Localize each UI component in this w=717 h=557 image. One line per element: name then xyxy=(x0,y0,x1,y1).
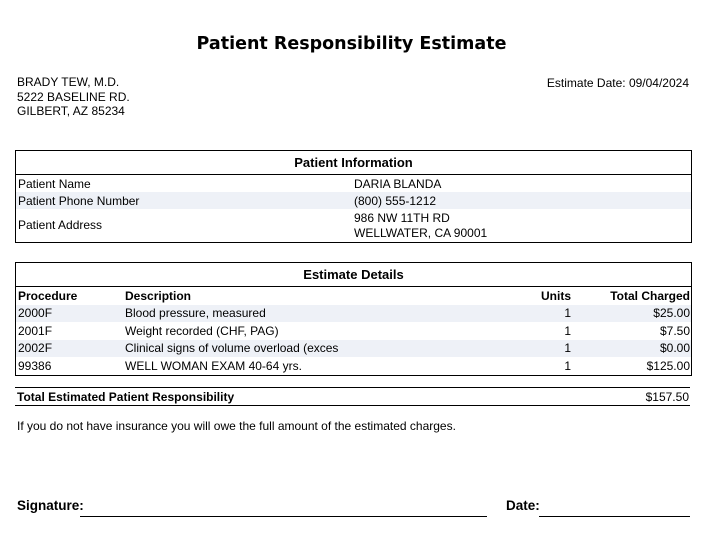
patient-name-label: Patient Name xyxy=(18,176,91,191)
patient-address-line2: WELLWATER, CA 90001 xyxy=(354,225,488,240)
patient-address-line1: 986 NW 11TH RD xyxy=(354,210,450,225)
procedure-units: 1 xyxy=(564,341,571,356)
patient-address-label: Patient Address xyxy=(18,218,103,232)
insurance-note: If you do not have insurance you will owe the full amount of the estimated charges. xyxy=(17,419,456,433)
table-row xyxy=(16,322,691,340)
table-row xyxy=(16,357,691,375)
table-row xyxy=(16,340,691,358)
patient-information-section xyxy=(15,150,692,243)
procedure-total: $7.50 xyxy=(659,323,690,338)
provider-block xyxy=(17,75,130,119)
total-responsibility-label: Total Estimated Patient Responsibility xyxy=(17,389,235,404)
procedure-units: 1 xyxy=(456,357,575,375)
date-line[interactable] xyxy=(539,516,690,517)
procedure-total: $0.00 xyxy=(659,341,690,356)
provider-name: BRADY TEW, M.D. xyxy=(17,75,120,89)
procedure-units: 1 xyxy=(564,323,571,338)
procedure-total: $25.00 xyxy=(653,306,690,321)
column-header-units: Units xyxy=(541,288,571,303)
column-header-total-charged: Total Charged xyxy=(610,288,690,303)
estimate-details-section xyxy=(15,262,692,376)
estimate-details-table xyxy=(16,287,691,376)
column-header-procedure: Procedure xyxy=(18,288,78,303)
total-responsibility-row xyxy=(15,387,690,406)
procedure-units: 1 xyxy=(564,306,571,321)
estimate-details-heading: Estimate Details xyxy=(16,263,691,287)
procedure-code: 99386 xyxy=(16,357,124,375)
patient-name-value: DARIA BLANDA xyxy=(354,176,442,191)
table-header-row xyxy=(16,287,691,305)
patient-information-heading: Patient Information xyxy=(16,151,691,175)
patient-address-value xyxy=(354,211,691,241)
table-row xyxy=(16,305,691,323)
patient-name-row xyxy=(16,175,691,192)
procedure-total: $125.00 xyxy=(575,357,691,375)
signature-label: Signature: xyxy=(17,498,84,513)
procedure-code: 2000F xyxy=(18,306,53,321)
patient-phone-row xyxy=(16,192,691,209)
procedure-description: Weight recorded (CHF, PAG) xyxy=(125,323,279,338)
document-title: Patient Responsibility Estimate xyxy=(196,34,507,54)
patient-address-row xyxy=(16,209,691,243)
signature-line[interactable] xyxy=(80,516,487,517)
procedure-description: Blood pressure, measured xyxy=(125,306,266,321)
procedure-code: 2001F xyxy=(18,323,53,338)
total-responsibility-amount: $157.50 xyxy=(645,389,689,404)
provider-address-line1: 5222 BASELINE RD. xyxy=(17,89,130,104)
procedure-code: 2002F xyxy=(18,341,53,356)
provider-address-line2: GILBERT, AZ 85234 xyxy=(17,104,125,118)
patient-phone-label: Patient Phone Number xyxy=(18,193,140,208)
patient-phone-value: (800) 555-1212 xyxy=(354,193,437,208)
procedure-description: WELL WOMAN EXAM 40-64 yrs. xyxy=(124,357,456,375)
procedure-description: Clinical signs of volume overload (exces xyxy=(125,341,339,356)
column-header-description: Description xyxy=(125,288,192,303)
date-label: Date: xyxy=(506,498,540,513)
estimate-date: Estimate Date: 09/04/2024 xyxy=(546,76,689,90)
